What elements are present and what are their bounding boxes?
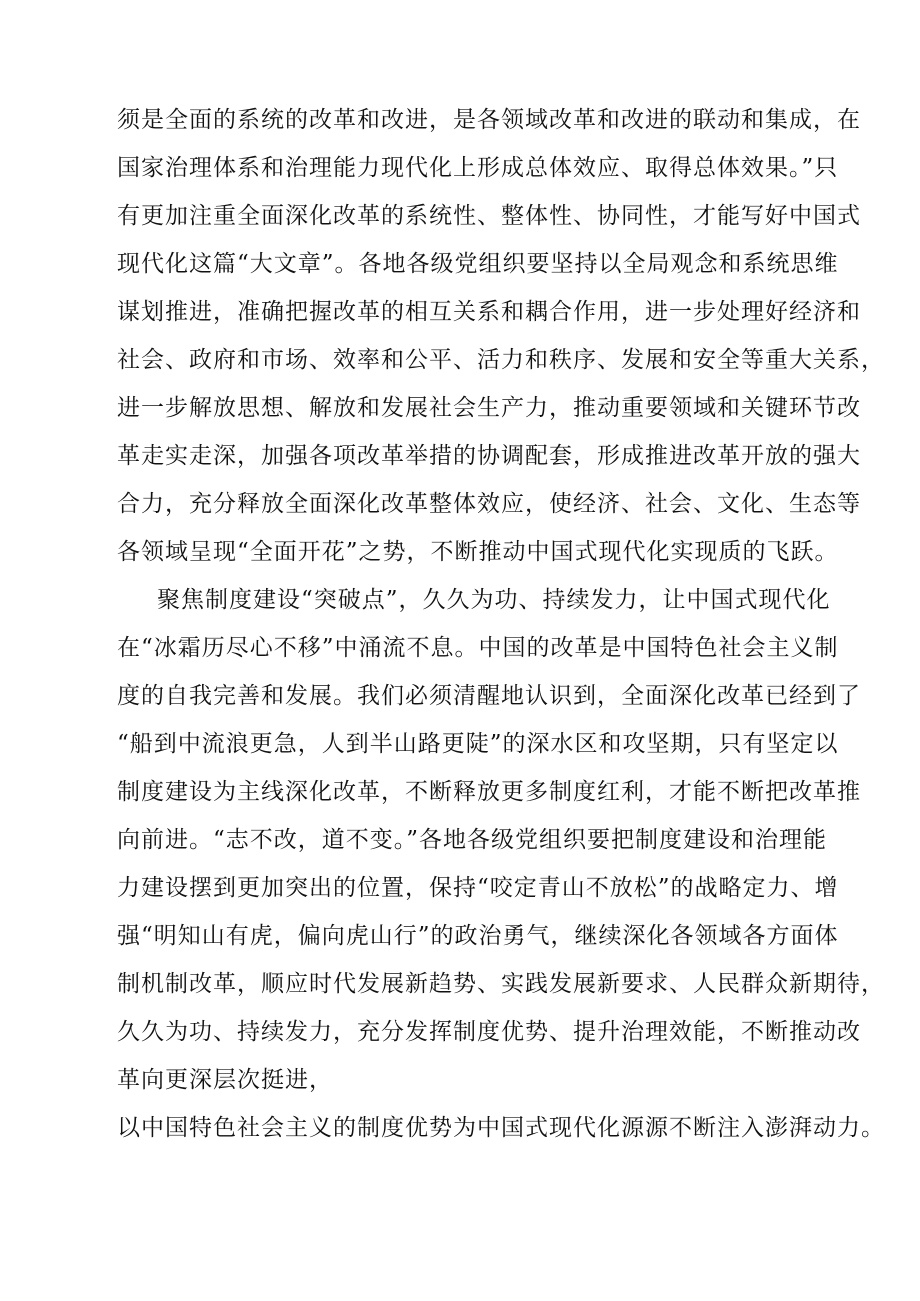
paragraph-line: 力建设摆到更加突出的位置，保持“咬定青山不放松”的战略定力、增 xyxy=(117,875,839,901)
paragraph-line: 现代化这篇“大文章”。各地各级党组织要坚持以全局观念和系统思维 xyxy=(117,251,839,277)
paragraph-line: 制度建设为主线深化改革，不断释放更多制度红利，才能不断把改革推 xyxy=(117,779,861,805)
paragraph-line: “船到中流浪更急，人到半山路更陡”的深水区和攻坚期，只有坚定以 xyxy=(117,731,839,757)
paragraph-line: 久久为功、持续发力，充分发挥制度优势、提升治理效能，不断推动改 xyxy=(117,1019,861,1045)
paragraph-line: 社会、政府和市场、效率和公平、活力和秩序、发展和安全等重大关系， xyxy=(117,347,885,373)
paragraph-2 xyxy=(117,576,885,1152)
paragraph-line: 须是全面的系统的改革和改进，是各领域改革和改进的联动和集成，在 xyxy=(117,107,861,133)
paragraph-line: 有更加注重全面深化改革的系统性、整体性、协同性，才能写好中国式 xyxy=(117,203,861,229)
paragraph-line: 革走实走深，加强各项改革举措的协调配套，形成推进改革开放的强大 xyxy=(117,443,861,469)
paragraph-line: 进一步解放思想、解放和发展社会生产力，推动重要领域和关键环节改 xyxy=(117,395,861,421)
paragraph-line: 度的自我完善和发展。我们必须清醒地认识到，全面深化改革已经到了 xyxy=(117,683,861,709)
paragraph-line: 革向更深层次挺进， xyxy=(117,1067,333,1093)
paragraph-line: 制机制改革，顺应时代发展新趋势、实践发展新要求、人民群众新期待， xyxy=(117,971,885,997)
paragraph-line: 以中国特色社会主义的制度优势为中国式现代化源源不断注入澎湃动力。 xyxy=(117,1115,885,1141)
paragraph-line: 在“冰霜历尽心不移”中涌流不息。中国的改革是中国特色社会主义制 xyxy=(117,635,839,661)
paragraph-line: 合力，充分释放全面深化改革整体效应，使经济、社会、文化、生态等 xyxy=(117,491,861,517)
paragraph-line: 谋划推进，准确把握改革的相互关系和耦合作用，进一步处理好经济和 xyxy=(117,299,861,325)
paragraph-line: 强“明知山有虎，偏向虎山行”的政治勇气，继续深化各领域各方面体 xyxy=(117,923,839,949)
paragraph-line: 各领域呈现“全面开花”之势，不断推动中国式现代化实现质的飞跃。 xyxy=(117,539,839,565)
paragraph-line: 国家治理体系和治理能力现代化上形成总体效应、取得总体效果。”只 xyxy=(117,155,839,181)
paragraph-line: 聚焦制度建设“突破点”，久久为功、持续发力，让中国式现代化 xyxy=(157,587,831,613)
paragraph-1 xyxy=(117,96,885,576)
paragraph-line: 向前进。“志不改，道不变。”各地各级党组织要把制度建设和治理能 xyxy=(117,827,828,853)
document-body xyxy=(117,96,885,1152)
